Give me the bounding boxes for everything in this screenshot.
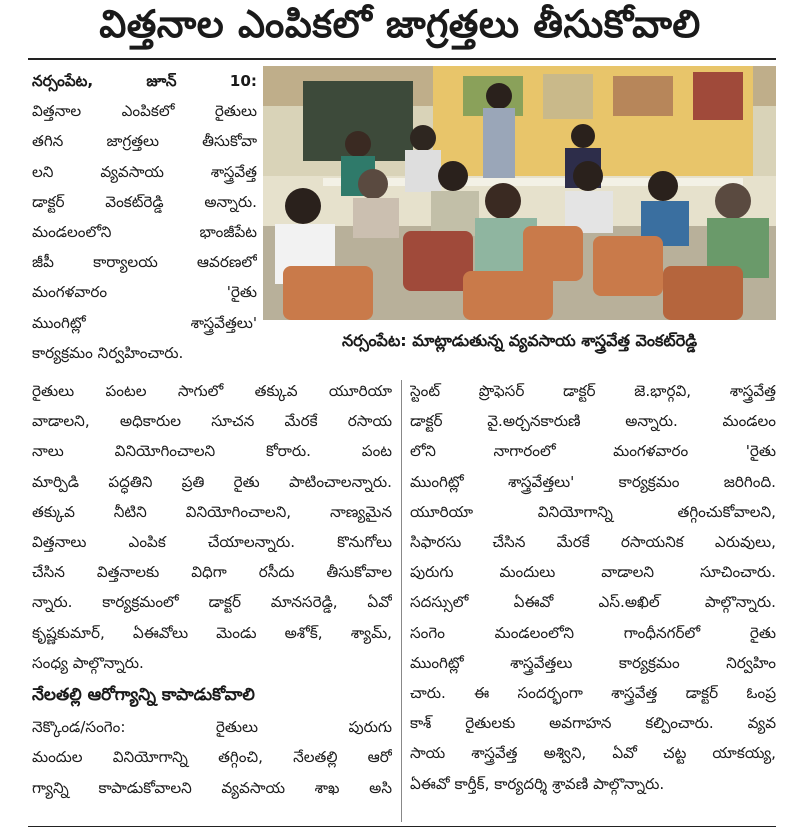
body-line: చారు. ఈ సందర్భంగా శాస్త్రవేత్త డాక్టర్ ఓంప్ర <box>410 684 776 703</box>
body-line: న్నారు. కార్యక్రమంలో డాక్టర్ మానసరెడ్డి, ఏవో <box>32 593 392 612</box>
bottom-rule <box>28 826 776 827</box>
photo-caption: నర్సంపేట: మాట్లాడుతున్న వ్యవసాయ శాస్త్రవేత్త వెంకట్‌రెడ్డి <box>341 330 698 350</box>
body-line: చేసిన విత్తనాలకు విధిగా రసీదు తీసుకోవాల <box>32 563 392 582</box>
event-photo <box>263 66 776 320</box>
body-line: జీపీ కార్యాలయ ఆవరణలో <box>32 253 257 272</box>
body-line: యూరియా వినియోగాన్ని తగ్గించుకోవాలని, <box>410 502 776 521</box>
body-line: ముంగిట్లో శాస్త్రవేత్తలు' కార్యక్రమం జరిగింది. <box>410 472 776 491</box>
left-top-column <box>32 66 257 371</box>
body-line: మార్పిడి పద్ధతిని ప్రతి రైతు పాటించాలన్నారు. <box>32 472 392 491</box>
dateline: నర్సంపేట, జూన్ 10: <box>32 72 257 90</box>
body-line: సిఫారసు చేసిన మేరకే రసాయనిక ఎరువులు, <box>410 533 776 552</box>
event-photo-illustration <box>263 66 776 320</box>
body-line: లోని నాగారంలో మంగళవారం 'రైతు <box>410 442 776 461</box>
column-divider <box>401 380 402 822</box>
body-line: డాక్టర్ వై.అర్చనకారుణి అన్నారు. మండలం <box>410 412 776 431</box>
body-line: నాలు వినియోగించాలని కోరారు. పంట <box>32 442 392 461</box>
body-line: మందుల వినియోగాన్ని తగ్గించి, నేలతల్లి ఆరో <box>32 748 392 767</box>
body-line: మండలంలోని భాంజీపేట <box>32 223 257 242</box>
body-line: ముంగిట్లో శాస్త్రవేత్తలు' <box>32 313 257 332</box>
right-bottom-column <box>410 376 776 824</box>
body-line: సాయ శాస్త్రవేత్త అశ్విని, ఏవో చట్ట యాకయ్య, <box>410 744 776 763</box>
body-line: లని వ్యవసాయ శాస్త్రవేత్త <box>32 162 257 181</box>
body-line: ఏఈవో కార్తీక్, కార్యదర్శి శ్రావణి పాల్గొన్నారు. <box>410 774 665 793</box>
body-line: సంధ్య పాల్గొన్నారు. <box>32 653 144 672</box>
body-line: తక్కువ నీటిని వినియోగించాలని, నాణ్యమైన <box>32 502 392 521</box>
left-bottom-column <box>32 376 392 824</box>
body-line: కృష్ణకుమార్, ఏఈవోలు మెండు అశోక్, శ్యామ్, <box>32 623 392 642</box>
body-line: కాశ్ రైతులకు అవగాహన కల్పించారు. వ్యవ <box>410 714 776 733</box>
body-line: రైతులు పంటల సాగులో తక్కువ యూరియా <box>32 382 392 400</box>
body-line: మంగళవారం 'రైతు <box>32 283 257 302</box>
body-line: పురుగు మందులు వాడాలని సూచించారు. <box>410 563 776 582</box>
headline: విత్తనాల ఎంపికలో జాగ్రత్తలు తీసుకోవాలి <box>99 2 701 46</box>
headline-rule <box>28 58 776 60</box>
subheading: నేలతల్లి ఆరోగ్యాన్ని కాపాడుకోవాలి <box>32 685 255 706</box>
body-line: విత్తనాలు ఎంపిక చేయాలన్నారు. కొనుగోలు <box>32 533 392 552</box>
body-line: కార్యక్రమం నిర్వహించారు. <box>32 343 184 362</box>
body-line: విత్తనాల ఎంపికలో రైతులు <box>32 102 257 121</box>
body-line: ముంగిట్లో శాస్త్రవేత్తలు కార్యక్రమం నిర్వహిం <box>410 653 776 672</box>
body-line: డాక్టర్ వెంకట్‌రెడ్డి అన్నారు. <box>32 192 257 211</box>
body-line: గ్యాన్ని కాపాడుకోవాలని వ్యవసాయ శాఖ అసి <box>32 778 392 797</box>
body-line: వాడాలని, అధికారుల సూచన మేరకే రసాయ <box>32 412 392 431</box>
body-line: స్టెంట్ ప్రొఫెసర్ డాక్టర్ జె.భార్గవి, శాస్త్రవేత్త <box>410 382 776 400</box>
body-line: నెక్కొండ/సంగెం: రైతులు పురుగు <box>32 718 392 737</box>
body-line: తగిన జాగ్రత్తలు తీసుకోవా <box>32 132 257 151</box>
body-line: సంగెం మండలంలోని గాంధీనగర్‌లో రైతు <box>410 623 776 642</box>
body-line: సదస్సులో ఏఈవో ఎస్.అఖిల్ పాల్గొన్నారు. <box>410 593 776 612</box>
